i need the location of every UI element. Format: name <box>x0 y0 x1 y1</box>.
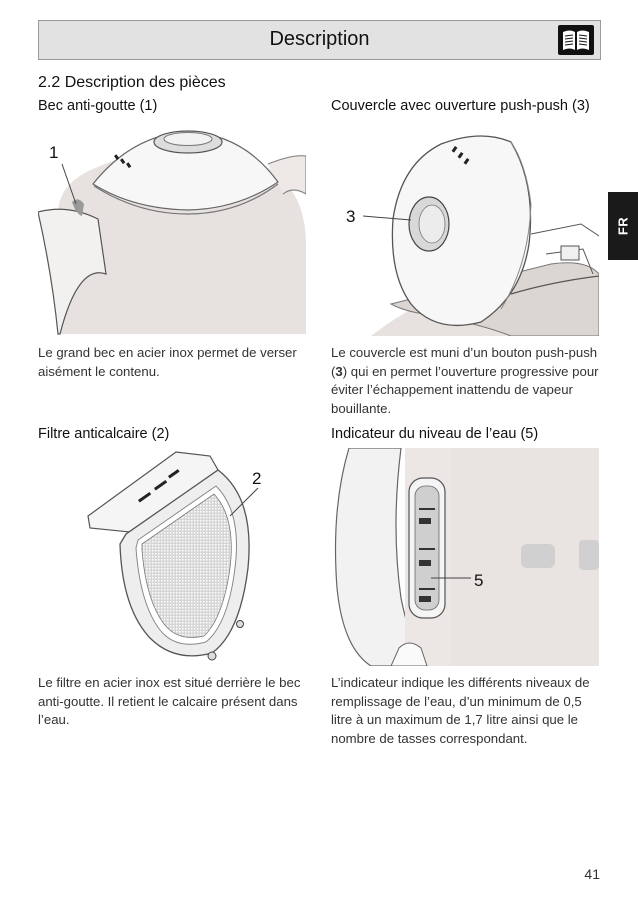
header-bar <box>38 20 601 60</box>
part-title-spout: Bec anti-goutte (1) <box>38 98 158 114</box>
spout-illustration <box>38 124 306 341</box>
page-number: 41 <box>584 866 600 882</box>
section-title: 2.2 Description des pièces <box>38 74 226 91</box>
filter-illustration <box>80 448 270 675</box>
part-title-water-level: Indicateur du niveau de l’eau (5) <box>331 426 539 442</box>
part-description-filter: Le filtre en acier inox est situé derrière le bec anti-goutte. Il retient le calcaire présent dans l’eau. <box>38 675 301 727</box>
language-tab <box>608 192 638 260</box>
water-level-illustration <box>331 448 599 671</box>
callout-1: 1 <box>49 143 59 162</box>
part-title-lid: Couvercle avec ouverture push-push (3) <box>331 98 590 114</box>
callout-5: 5 <box>474 571 484 590</box>
lid-illustration <box>331 124 599 341</box>
book-icon <box>558 25 594 55</box>
callout-2: 2 <box>252 469 262 488</box>
header-title: Description <box>269 28 370 50</box>
part-description-spout: Le grand bec en acier inox permet de verser aisément le contenu. <box>38 345 297 379</box>
callout-3: 3 <box>346 207 356 226</box>
part-description-lid: Le couvercle est muni d’un bouton push-push (3) qui en permet l’ouverture progressive pour éviter l’échappement inattendu de vapeur bouillante. <box>331 345 599 416</box>
part-title-filter: Filtre anticalcaire (2) <box>38 426 170 442</box>
part-description-water-level: L’indicateur indique les différents niveaux de remplissage de l’eau, d’un minimum de 0,5 litre à un maximum de 1,7 litre ainsi que le nombre de tasses correspondant. <box>331 675 590 746</box>
language-tab-label: FR <box>615 216 631 236</box>
